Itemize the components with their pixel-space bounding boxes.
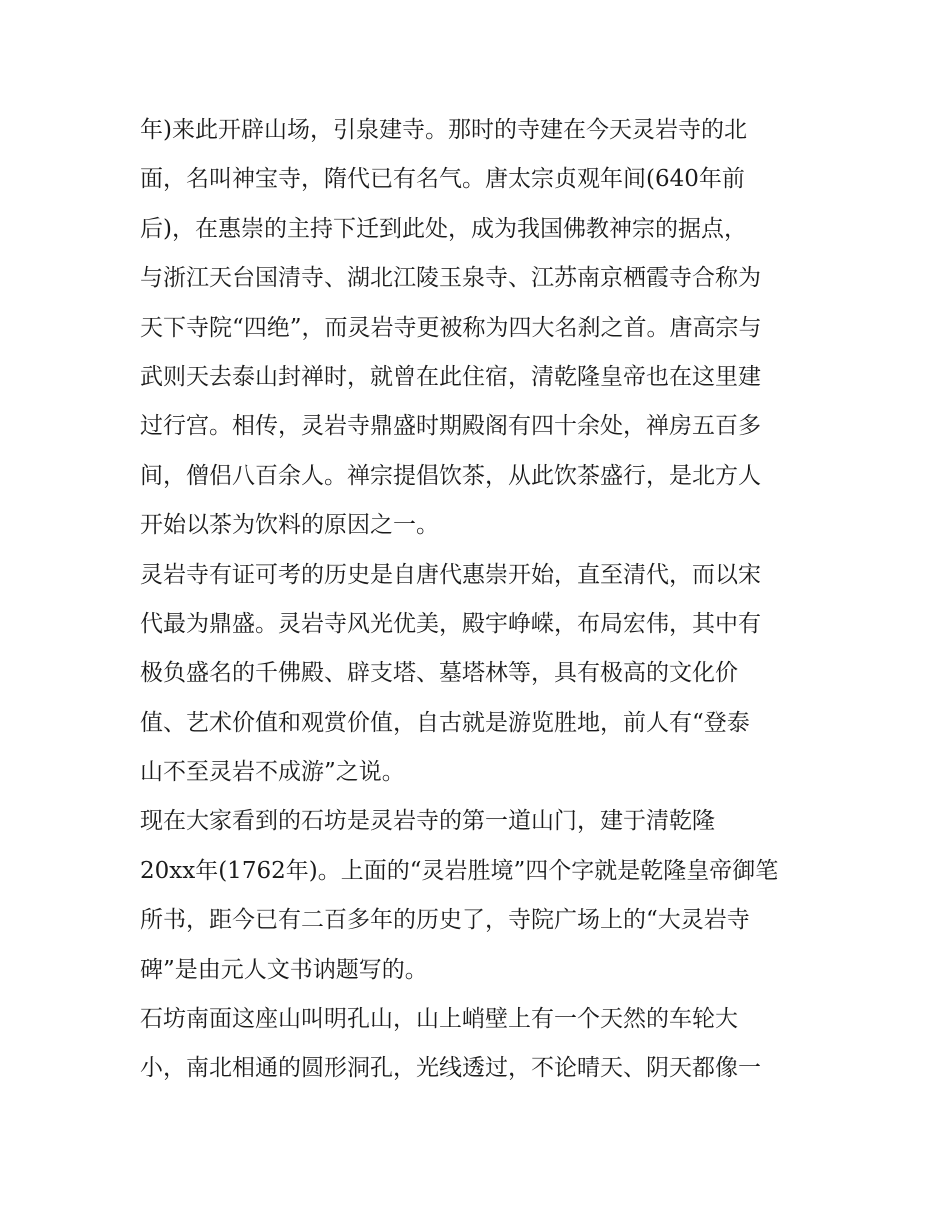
text-line: 小，南北相通的圆形洞孔，光线透过，不论晴天、阴天都像一 xyxy=(140,1055,761,1082)
text-line: 后)，在惠崇的主持下迁到此处，成为我国佛教神宗的据点， xyxy=(140,215,747,242)
text-line: 过行宫。相传，灵岩寺鼎盛时期殿阁有四十余处，禅房五百多 xyxy=(140,413,761,440)
text-line: 山不至灵岩不成游”之说。 xyxy=(140,759,405,786)
text-line: 天下寺院“四绝”，而灵岩寺更被称为四大名刹之首。唐高宗与 xyxy=(140,314,762,341)
text-line: 面，名叫神宝寺，隋代已有名气。唐太宗贞观年间(640年前 xyxy=(140,166,745,193)
text-line: 武则天去泰山封禅时，就曾在此住宿，清乾隆皇帝也在这里建 xyxy=(140,363,761,390)
text-line: 灵岩寺有证可考的历史是自唐代惠崇开始，直至清代，而以宋 xyxy=(140,561,761,588)
text-line: 代最为鼎盛。灵岩寺风光优美，殿宇峥嵘，布局宏伟，其中有 xyxy=(140,610,761,637)
text-line: 所书，距今已有二百多年的历史了，寺院广场上的“大灵岩寺 xyxy=(140,907,750,934)
text-line: 20xx年(1762年)。上面的“灵岩胜境”四个字就是乾隆皇帝御笔 xyxy=(140,857,779,884)
text-line: 间，僧侣八百余人。禅宗提倡饮茶，从此饮茶盛行，是北方人 xyxy=(140,462,761,489)
text-line: 开始以茶为饮料的原因之一。 xyxy=(140,512,439,539)
text-line: 极负盛名的千佛殿、辟支塔、墓塔林等，具有极高的文化价 xyxy=(140,660,738,687)
text-line: 值、艺术价值和观赏价值，自古就是游览胜地，前人有“登泰 xyxy=(140,709,750,736)
text-line: 碑”是由元人文书讷题写的。 xyxy=(140,956,428,983)
text-line: 石坊南面这座山叫明孔山，山上峭壁上有一个天然的车轮大 xyxy=(140,1006,738,1033)
text-line: 现在大家看到的石坊是灵岩寺的第一道山门，建于清乾隆 xyxy=(140,808,715,835)
text-line: 年)来此开辟山场，引泉建寺。那时的寺建在今天灵岩寺的北 xyxy=(140,117,747,143)
text-line: 与浙江天台国清寺、湖北江陵玉泉寺、江苏南京栖霞寺合称为 xyxy=(140,265,761,292)
body-text xyxy=(140,106,820,1094)
